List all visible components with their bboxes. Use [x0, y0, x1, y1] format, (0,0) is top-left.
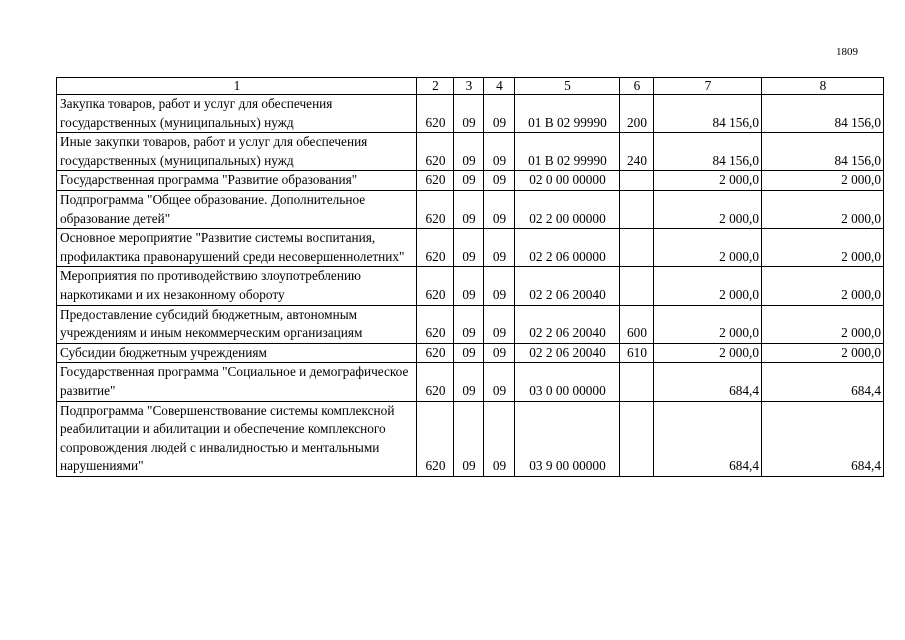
- row-col-7: 84 156,0: [654, 95, 762, 133]
- table-row: [57, 171, 884, 191]
- row-col-6: 610: [620, 343, 654, 363]
- row-col-8: 2 000,0: [762, 171, 884, 191]
- row-col-6: [620, 401, 654, 476]
- row-col-7: 684,4: [654, 363, 762, 401]
- row-col-3: 09: [454, 133, 484, 171]
- row-col-8: 84 156,0: [762, 133, 884, 171]
- row-col-2: 620: [417, 190, 454, 228]
- row-col-7: 84 156,0: [654, 133, 762, 171]
- table-row: [57, 343, 884, 363]
- row-col-8: 2 000,0: [762, 190, 884, 228]
- row-col-2: 620: [417, 95, 454, 133]
- row-col-6: [620, 190, 654, 228]
- row-description: Подпрограмма "Совершенствование системы комплексной реабилитации и абилитации и обеспечение комплексного сопровождения людей с инвалидностью и ментальными нарушениями": [57, 401, 417, 476]
- row-col-2: 620: [417, 267, 454, 305]
- row-description: Основное мероприятие "Развитие системы воспитания, профилактика правонарушений среди несовершеннолетних": [57, 229, 417, 267]
- row-description: Предоставление субсидий бюджетным, автономным учреждениям и иным некоммерческим организациям: [57, 305, 417, 343]
- table-row: [57, 401, 884, 476]
- row-col-5: 02 2 06 00000: [515, 229, 620, 267]
- row-col-7: 2 000,0: [654, 171, 762, 191]
- row-col-2: 620: [417, 343, 454, 363]
- table-row: [57, 190, 884, 228]
- row-col-2: 620: [417, 133, 454, 171]
- row-col-7: 2 000,0: [654, 190, 762, 228]
- header-cell-1: 1: [57, 78, 417, 95]
- row-col-3: 09: [454, 343, 484, 363]
- row-col-8: 684,4: [762, 363, 884, 401]
- row-col-5: 02 0 00 00000: [515, 171, 620, 191]
- row-col-4: 09: [484, 190, 515, 228]
- table-row: [57, 229, 884, 267]
- row-col-4: 09: [484, 267, 515, 305]
- row-col-6: [620, 171, 654, 191]
- row-col-3: 09: [454, 401, 484, 476]
- row-description: Государственная программа "Развитие образования": [57, 171, 417, 191]
- row-col-5: 01 В 02 99990: [515, 95, 620, 133]
- table-row: [57, 363, 884, 401]
- budget-table-body: [57, 78, 884, 477]
- table-row: [57, 133, 884, 171]
- row-col-2: 620: [417, 401, 454, 476]
- table-row: [57, 305, 884, 343]
- row-col-6: [620, 229, 654, 267]
- budget-table: [56, 77, 884, 477]
- row-col-5: 03 0 00 00000: [515, 363, 620, 401]
- row-col-4: 09: [484, 95, 515, 133]
- row-col-7: 2 000,0: [654, 267, 762, 305]
- row-col-8: 2 000,0: [762, 305, 884, 343]
- row-col-4: 09: [484, 133, 515, 171]
- row-description: Мероприятия по противодействию злоупотреблению наркотиками и их незаконному обороту: [57, 267, 417, 305]
- row-col-3: 09: [454, 171, 484, 191]
- row-col-3: 09: [454, 363, 484, 401]
- row-col-5: 02 2 06 20040: [515, 267, 620, 305]
- row-col-4: 09: [484, 401, 515, 476]
- row-col-2: 620: [417, 229, 454, 267]
- row-col-7: 2 000,0: [654, 305, 762, 343]
- row-col-3: 09: [454, 190, 484, 228]
- header-cell-8: 8: [762, 78, 884, 95]
- header-cell-5: 5: [515, 78, 620, 95]
- row-col-5: 03 9 00 00000: [515, 401, 620, 476]
- header-cell-7: 7: [654, 78, 762, 95]
- row-col-5: 01 В 02 99990: [515, 133, 620, 171]
- row-col-4: 09: [484, 171, 515, 191]
- row-description: Государственная программа "Социальное и демографическое развитие": [57, 363, 417, 401]
- row-col-8: 684,4: [762, 401, 884, 476]
- row-col-7: 2 000,0: [654, 343, 762, 363]
- row-col-4: 09: [484, 305, 515, 343]
- row-col-6: 240: [620, 133, 654, 171]
- row-col-8: 2 000,0: [762, 267, 884, 305]
- table-row: [57, 95, 884, 133]
- row-col-2: 620: [417, 171, 454, 191]
- table-header-row: [57, 78, 884, 95]
- row-col-8: 2 000,0: [762, 343, 884, 363]
- row-col-5: 02 2 06 20040: [515, 343, 620, 363]
- row-col-7: 2 000,0: [654, 229, 762, 267]
- row-description: Субсидии бюджетным учреждениям: [57, 343, 417, 363]
- header-cell-3: 3: [454, 78, 484, 95]
- row-col-6: [620, 363, 654, 401]
- row-col-4: 09: [484, 229, 515, 267]
- header-cell-4: 4: [484, 78, 515, 95]
- row-description: Иные закупки товаров, работ и услуг для обеспечения государственных (муниципальных) нужд: [57, 133, 417, 171]
- header-cell-6: 6: [620, 78, 654, 95]
- header-cell-2: 2: [417, 78, 454, 95]
- row-col-3: 09: [454, 267, 484, 305]
- row-description: Подпрограмма "Общее образование. Дополнительное образование детей": [57, 190, 417, 228]
- row-col-6: [620, 267, 654, 305]
- row-col-3: 09: [454, 95, 484, 133]
- row-col-8: 84 156,0: [762, 95, 884, 133]
- table-row: [57, 267, 884, 305]
- row-col-2: 620: [417, 305, 454, 343]
- row-col-5: 02 2 00 00000: [515, 190, 620, 228]
- row-col-4: 09: [484, 343, 515, 363]
- row-col-7: 684,4: [654, 401, 762, 476]
- row-col-4: 09: [484, 363, 515, 401]
- row-col-6: 600: [620, 305, 654, 343]
- row-col-8: 2 000,0: [762, 229, 884, 267]
- row-col-2: 620: [417, 363, 454, 401]
- page-number: 1809: [836, 46, 858, 58]
- row-col-3: 09: [454, 305, 484, 343]
- row-description: Закупка товаров, работ и услуг для обеспечения государственных (муниципальных) нужд: [57, 95, 417, 133]
- row-col-5: 02 2 06 20040: [515, 305, 620, 343]
- row-col-3: 09: [454, 229, 484, 267]
- row-col-6: 200: [620, 95, 654, 133]
